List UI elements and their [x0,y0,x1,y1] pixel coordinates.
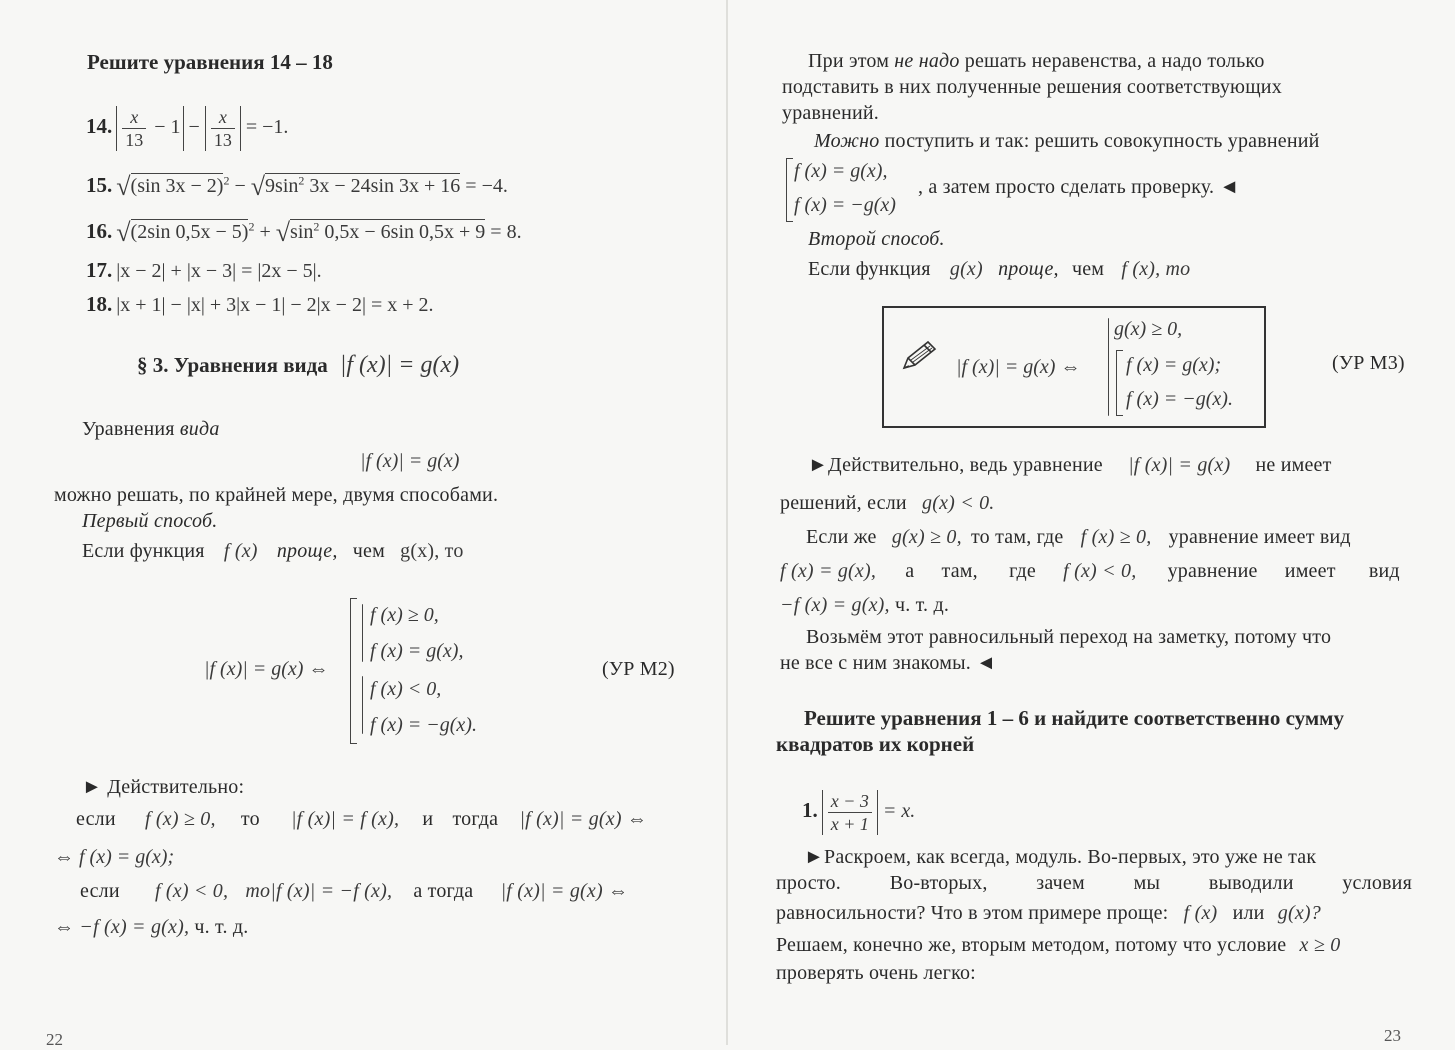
equation-number: 15. [86,173,113,197]
equation-16 [86,218,522,248]
equation-body: |x + 1| − |x| + 3|x − 1| − 2|x − 2| = x + 2. [116,294,434,316]
sol-line2: просто. Во-вторых, зачем мы выводили условия [776,872,1412,894]
first-method: Первый способ. [82,510,218,532]
case1-line2: ⇔ f (x) = g(x); [54,846,175,868]
equation-17 [86,258,322,283]
system-m2-row: f (x) < 0, [370,678,442,700]
p1-line3: уравнений. [782,102,880,124]
p2-row: f (x) = g(x), [794,160,888,182]
equation-number: 17. [86,258,113,282]
p1-line1: При этом не надо решать неравенства, а надо только [808,50,1265,72]
task2-line1: Решите уравнения 1 – 6 и найдите соответственно сумму [804,706,1344,730]
system-m2-row: f (x) ≥ 0, [370,604,439,626]
ind-line4: f (x) = g(x), а там, где f (x) < 0, уравнение имеет вид [780,560,1400,582]
section-title-text: § 3. Уравнения вида [137,353,328,377]
section-title [137,352,459,379]
equation-number: 18. [86,292,113,316]
p2-row: f (x) = −g(x) [794,194,896,216]
pencil-icon [900,340,938,377]
label-m2: (УР М2) [602,658,675,680]
equation-15 [86,172,508,202]
right-page [728,0,1455,1045]
label-m3: (УР М3) [1332,352,1405,374]
equation-number: 16. [86,219,113,243]
box-lhs: |f (x)| = g(x) ⇔ [956,356,1081,378]
sol-line5: проверять очень легко: [776,962,976,984]
equation-body: $\frac{x - 3}{x + 1}$ = x. [822,800,916,822]
curly-brace [1108,318,1109,416]
task-heading: Решите уравнения 14 – 18 [87,50,333,74]
box-row: f (x) = g(x); [1126,354,1222,376]
indeed-heading: ► Действительно: [82,776,245,798]
ind-line1: ►Действительно, ведь уравнение |f (x)| = g(x) не имеет [808,454,1332,476]
ind-line2: решений, если g(x) < 0. [780,492,995,514]
square-bracket [1116,350,1123,416]
second-method: Второй способ. [808,228,945,250]
equation-number: 1. [802,798,818,823]
curly-brace [362,676,363,734]
p2-line1: Можно поступить и так: решить совокупность уравнений [814,130,1320,152]
section-title-formula: |f (x)| = g(x) [339,352,460,378]
case1-line1: если f (x) ≥ 0, то |f (x)| = f (x), и тогда |f (x)| = g(x) ⇔ [76,808,648,830]
left-page [0,0,727,1049]
page-number: 23 [1384,1026,1401,1045]
intro-line-2: можно решать, по крайней мере, двумя способами. [54,484,499,506]
system-m2-row: f (x) = −g(x). [370,714,477,736]
page-number: 22 [46,1030,63,1049]
equation-14 [86,106,288,151]
p2-after: , а затем просто сделать проверку. ◄ [918,176,1240,198]
note-line2: не все с ним знакомы. ◄ [780,652,997,674]
if2-line: Если функция g(x) проще, чем f (x), то [808,258,1191,280]
if-function-line: Если функция f (x) проще, чем g(x), то [82,540,464,562]
equation-18 [86,292,434,317]
sol-line3: равносильности? Что в этом примере проще: f (x) или g(x)? [776,902,1321,924]
case2-line2: ⇔ −f (x) = g(x), ч. т. д. [54,916,249,938]
p1-line2: подставить в них полученные решения соответствующих [782,76,1282,98]
equation-number: 14. [86,114,113,139]
intro-line-1: Уравнения вида [82,418,220,440]
sol-line4: Решаем, конечно же, вторым методом, потому что условие x ≥ 0 [776,934,1341,956]
task2-line2: квадратов их корней [776,732,975,756]
ind-line5: −f (x) = g(x), ч. т. д. [780,594,950,616]
ind-line3: Если же g(x) ≥ 0, то там, где f (x) ≥ 0, уравнение имеет вид [806,526,1351,548]
equation-body: |x − 2| + |x − 3| = |2x − 5|. [116,260,322,282]
sol-line1: ►Раскроем, как всегда, модуль. Во-первых, это уже не так [804,846,1317,868]
case2-line1: если f (x) < 0, то|f (x)| = −f (x), а тогда |f (x)| = g(x) ⇔ [80,880,629,902]
square-bracket [786,158,793,222]
square-bracket [350,598,357,744]
equation-1 [802,790,915,835]
intro-formula: |f (x)| = g(x) [360,450,460,472]
system-m2-lhs: |f (x)| = g(x) ⇔ [204,658,329,680]
equation-body: √(sin $3x - 2)^2 - √9\sin^2$ 3x − 24sin 3x + 16 = −4. [116,172,508,201]
equation-body: √(2sin $0,5x - 5)^2 + √\sin^2$ 0,5x − 6sin 0,5x + 9 = 8. [116,218,522,247]
box-row: g(x) ≥ 0, [1114,318,1183,340]
note-line1: Возьмём этот равносильный переход на заметку, потому что [806,626,1332,648]
system-m2-row: f (x) = g(x), [370,640,464,662]
curly-brace [362,604,363,662]
box-row: f (x) = −g(x). [1126,388,1233,410]
equation-body: $\frac{x}{13}$ − 1 − $\frac{x}{13}$ = −1. [116,116,288,138]
